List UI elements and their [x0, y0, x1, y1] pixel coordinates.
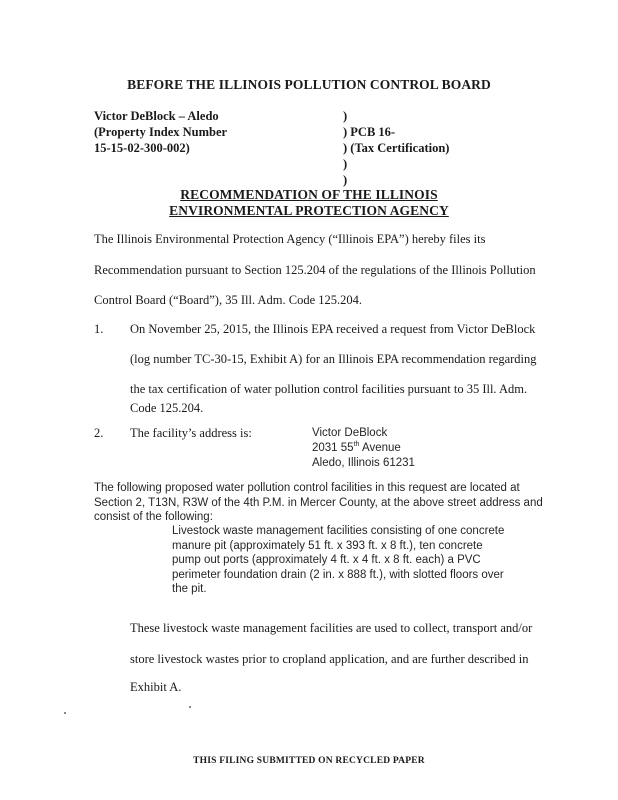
- item-2-label: The facility’s address is:: [130, 426, 252, 440]
- item-1-number: 1.: [94, 322, 104, 336]
- caption-case-number: ) PCB 16-: [343, 125, 396, 139]
- facilities-line-2: Section 2, T13N, R3W of the 4th P.M. in Mercer County, at the above street address and: [94, 496, 543, 509]
- address-city: Aledo, Illinois 61231: [312, 457, 415, 469]
- intro-line-1: The Illinois Environmental Protection Agency (“Illinois EPA”) hereby files its: [94, 232, 486, 246]
- intro-line-3: Control Board (“Board”), 35 Ill. Adm. Code 125.204.: [94, 293, 363, 307]
- quote-line: perimeter foundation drain (2 in. x 888 ft.), with slotted floors over: [172, 568, 504, 581]
- scan-speck: [189, 706, 191, 708]
- address-name: Victor DeBlock: [312, 427, 388, 439]
- item-1-line-3: the tax certification of water pollution control facilities pursuant to 35 Ill. Adm.: [130, 382, 528, 396]
- address-street: 2031 55th Avenue: [312, 441, 401, 454]
- facilities-description: [172, 524, 504, 597]
- caption-pin-label: (Property Index Number: [94, 125, 228, 139]
- intro-line-2: Recommendation pursuant to Section 125.204 of the regulations of the Illinois Pollution: [94, 263, 536, 277]
- closing-line-1: These livestock waste management facilities are used to collect, transport and/or: [130, 621, 533, 635]
- recycled-paper-footer: THIS FILING SUBMITTED ON RECYCLED PAPER: [193, 756, 425, 766]
- item-1-line-2: (log number TC-30-15, Exhibit A) for an Illinois EPA recommendation regarding: [130, 352, 537, 366]
- caption-pin-number: 15-15-02-300-002): [94, 141, 190, 155]
- document-title-line-2: ENVIRONMENTAL PROTECTION AGENCY: [169, 203, 449, 218]
- board-title: BEFORE THE ILLINOIS POLLUTION CONTROL BOARD: [127, 77, 491, 92]
- quote-line: the pit.: [172, 583, 207, 595]
- item-2-number: 2.: [94, 426, 104, 440]
- caption-paren-1: ): [343, 109, 348, 123]
- quote-line: pump out ports (approximately 4 ft. x 4 ft. x 8 ft. each) a PVC: [172, 554, 481, 566]
- quote-line: Livestock waste management facilities consisting of one concrete: [172, 525, 505, 537]
- item-1-line-1: On November 25, 2015, the Illinois EPA received a request from Victor DeBlock: [130, 322, 536, 336]
- closing-line-3: Exhibit A.: [130, 680, 182, 694]
- quote-line: manure pit (approximately 51 ft. x 393 ft. x 8 ft.), ten concrete: [172, 539, 483, 552]
- facilities-line-3: consist of the following:: [94, 511, 213, 523]
- facility-address: [312, 426, 415, 471]
- case-caption-left: [94, 108, 227, 156]
- caption-party-name: Victor DeBlock – Aledo: [94, 109, 219, 123]
- caption-paren-5: ): [343, 173, 348, 187]
- caption-paren-4: ): [343, 157, 348, 171]
- case-caption-right: [343, 108, 449, 188]
- facilities-line-1: The following proposed water pollution control facilities in this request are located at: [94, 482, 520, 494]
- scan-speck: [64, 712, 66, 714]
- item-1-line-4: Code 125.204.: [130, 401, 204, 415]
- closing-line-2: store livestock wastes prior to cropland application, and are further described in: [130, 652, 529, 666]
- caption-case-type: ) (Tax Certification): [343, 141, 450, 155]
- document-title-line-1: RECOMMENDATION OF THE ILLINOIS: [180, 187, 438, 202]
